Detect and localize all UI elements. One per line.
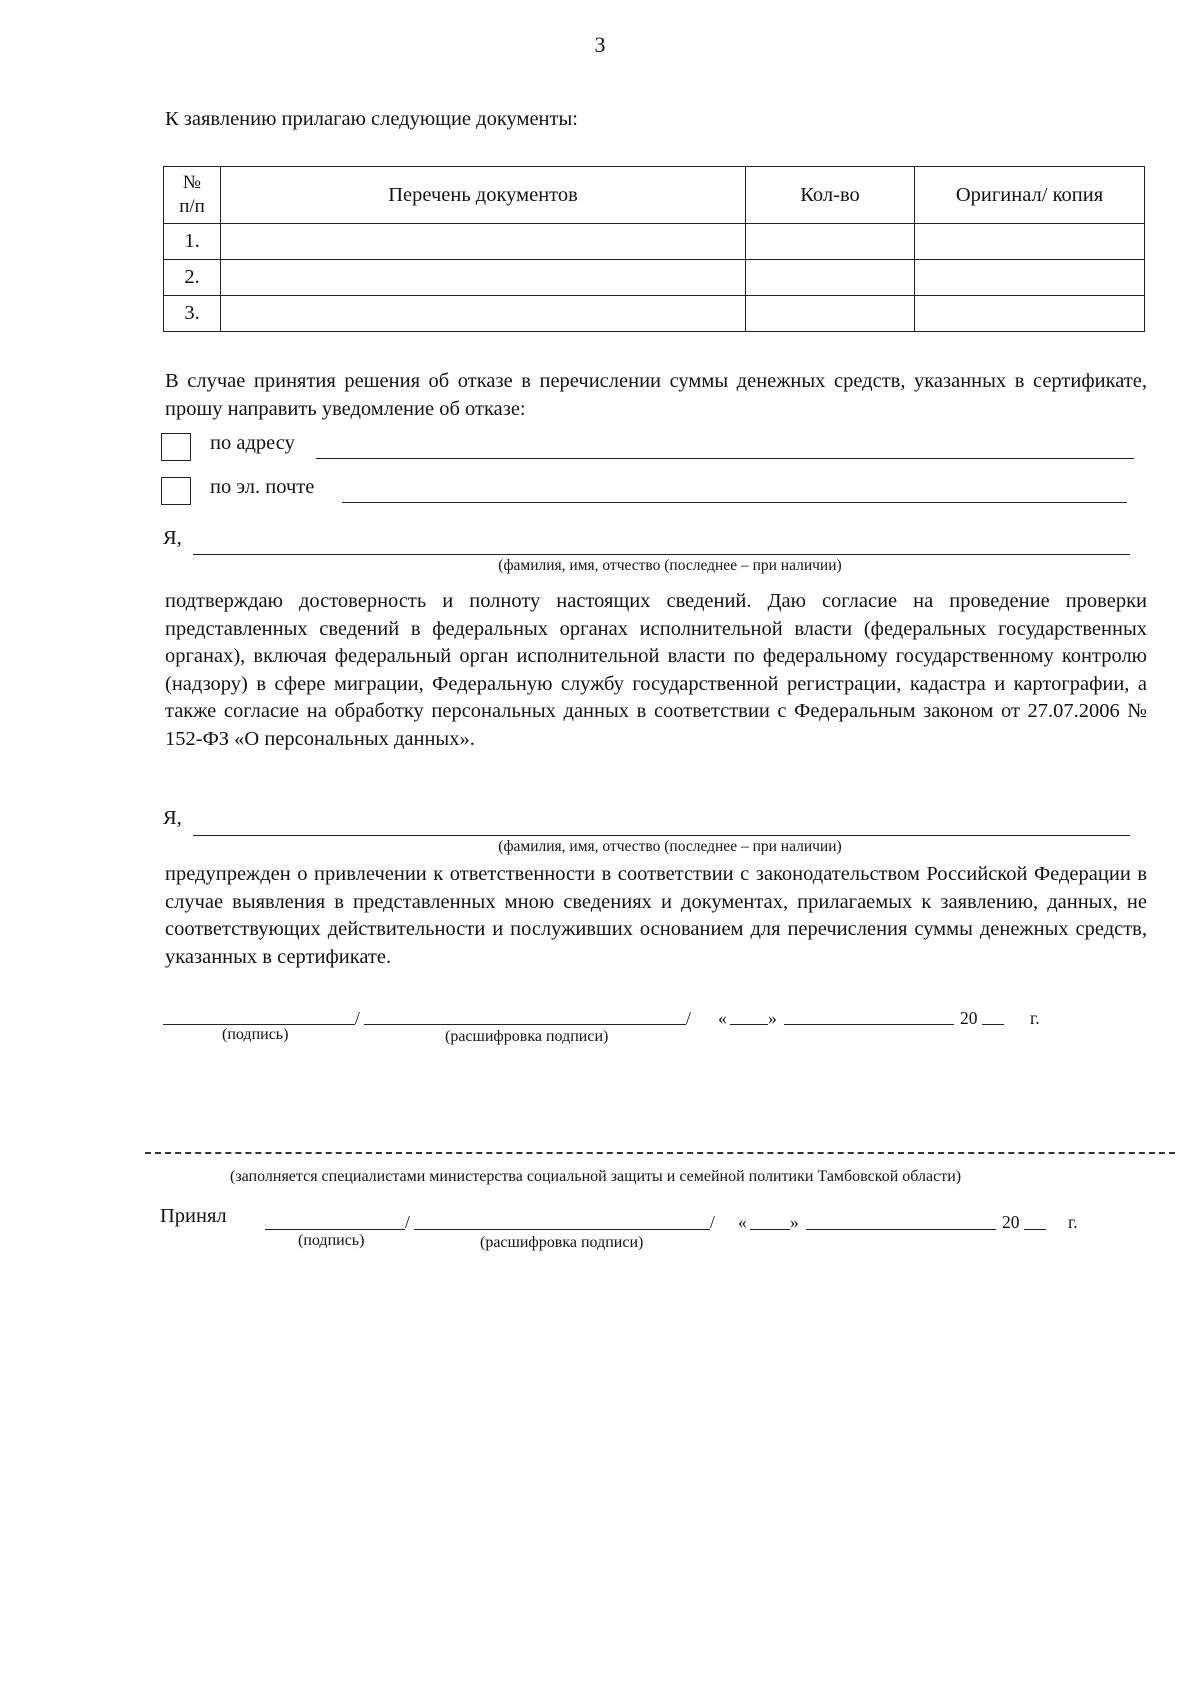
office-decode-caption: (расшифровка подписи)	[480, 1234, 644, 1251]
cut-line	[145, 1152, 1175, 1154]
document-name-cell[interactable]	[221, 224, 746, 260]
header-quantity: Кол-во	[746, 167, 915, 224]
table-row	[164, 224, 1145, 260]
signature-decode-caption: (расшифровка подписи)	[445, 1028, 609, 1045]
office-quote-open: «	[738, 1212, 747, 1232]
consent-fio-caption: (фамилия, имя, отчество (последнее – при наличии)	[498, 557, 842, 574]
office-year-prefix: 20	[1002, 1212, 1020, 1232]
signature-decode-line[interactable]	[364, 1024, 686, 1025]
original-copy-cell[interactable]	[915, 296, 1145, 332]
office-day-line[interactable]	[750, 1229, 790, 1230]
address-checkbox[interactable]	[161, 433, 191, 461]
email-field-line[interactable]	[342, 502, 1127, 503]
date-month-line[interactable]	[784, 1024, 954, 1025]
header-number-pp: п/п	[179, 196, 205, 217]
quantity-cell[interactable]	[746, 296, 915, 332]
office-year-line[interactable]	[1024, 1229, 1046, 1230]
accepted-label: Принял	[160, 1205, 227, 1227]
header-number	[164, 167, 221, 224]
table-row	[164, 260, 1145, 296]
signature-caption: (подпись)	[222, 1026, 289, 1043]
date-year-line[interactable]	[982, 1024, 1004, 1025]
signature-slash: /	[355, 1008, 360, 1028]
header-number-sign: №	[182, 172, 202, 193]
refusal-text: В случае принятия решения об отказе в перечислении суммы денежных средств, указанных в сертификате, прошу направить уведомление об отказе:	[165, 370, 1147, 420]
warning-fio-caption: (фамилия, имя, отчество (последнее – при наличии)	[498, 838, 842, 855]
office-slash-end: /	[710, 1212, 715, 1232]
address-option-label: по адресу	[210, 432, 295, 454]
warning-fio-line[interactable]	[193, 835, 1130, 836]
office-decode-line[interactable]	[414, 1229, 710, 1230]
header-document-list: Перечень документов	[221, 167, 746, 224]
office-year-suffix: г.	[1068, 1212, 1078, 1232]
office-month-line[interactable]	[806, 1229, 996, 1230]
date-year-suffix: г.	[1030, 1008, 1040, 1028]
warning-ya: Я,	[163, 807, 182, 829]
office-signature-line[interactable]	[265, 1229, 405, 1230]
row-number: 1.	[164, 224, 221, 260]
date-quote-open: «	[718, 1008, 727, 1028]
document-name-cell[interactable]	[221, 260, 746, 296]
date-day-line[interactable]	[730, 1024, 768, 1025]
table-header-row	[164, 167, 1145, 224]
office-note: (заполняется специалистами министерства социальной защиты и семейной политики Тамбовской области)	[230, 1168, 962, 1185]
office-signature-caption: (подпись)	[298, 1232, 365, 1249]
office-signature-slash: /	[405, 1212, 410, 1232]
consent-fio-line[interactable]	[193, 554, 1130, 555]
attachments-intro: К заявлению прилагаю следующие документы:	[165, 108, 578, 130]
warning-text: предупрежден о привлечении к ответственности в соответствии с законодательством Российской Федерации в случае выявления в представленных мною сведениях и документах, прилагаемых к заявлению, данных, не соответствующих действительности и послуживших основанием для перечисления суммы денежных средств, указанных в сертификате.	[165, 863, 1147, 968]
email-checkbox[interactable]	[161, 477, 191, 505]
address-field-line[interactable]	[316, 458, 1134, 459]
quantity-cell[interactable]	[746, 260, 915, 296]
office-quote-close: »	[790, 1212, 799, 1232]
signature-slash-end: /	[686, 1008, 691, 1028]
signature-line[interactable]	[163, 1024, 355, 1025]
row-number: 3.	[164, 296, 221, 332]
documents-table	[163, 166, 1145, 332]
document-name-cell[interactable]	[221, 296, 746, 332]
consent-text: подтверждаю достоверность и полноту настоящих сведений. Даю согласие на проведение проверки представленных сведений в федеральных органах исполнительной власти (федеральных государственных органах), включая федеральный орган исполнительной власти по федеральному государственному контролю (надзору) в сфере миграции, Федеральную службу государственной регистрации, кадастра и картографии, а также согласие на обработку персональных данных в соответствии с Федеральным законом от 27.07.2006 № 152-ФЗ «О персональных данных».	[165, 590, 1147, 750]
table-row	[164, 296, 1145, 332]
date-quote-close: »	[768, 1008, 777, 1028]
original-copy-cell[interactable]	[915, 260, 1145, 296]
row-number: 2.	[164, 260, 221, 296]
page-number: 3	[594, 32, 606, 57]
quantity-cell[interactable]	[746, 224, 915, 260]
consent-ya: Я,	[163, 527, 182, 549]
header-original-copy: Оригинал/ копия	[915, 167, 1145, 224]
email-option-label: по эл. почте	[210, 476, 315, 498]
date-year-prefix: 20	[960, 1008, 978, 1028]
original-copy-cell[interactable]	[915, 224, 1145, 260]
